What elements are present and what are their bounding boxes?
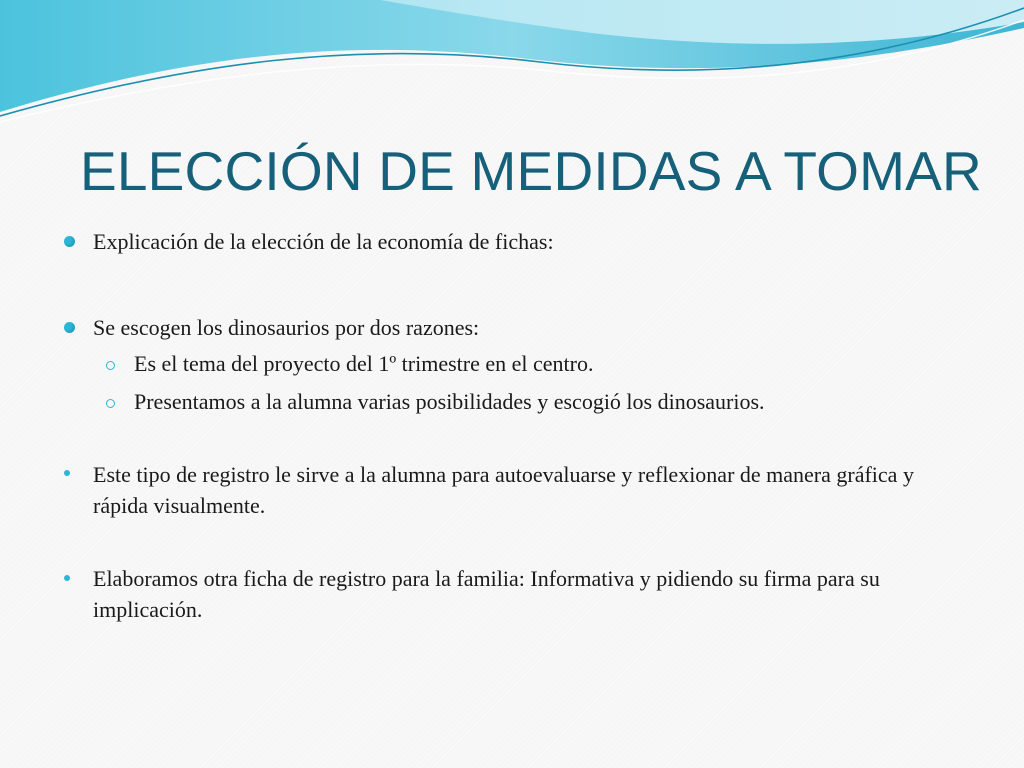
bullet-icon — [64, 575, 70, 581]
bullet-item-4: Elaboramos otra ficha de registro para la familia: Informativa y pidiendo su firma para su implicación. — [93, 566, 880, 622]
sub-bullet-icon — [106, 399, 115, 408]
sub-bullet-icon — [106, 361, 115, 370]
sub-item-1: Es el tema del proyecto del 1º trimestre en el centro. — [134, 351, 594, 376]
slide-title: ELECCIÓN DE MEDIDAS A TOMAR — [80, 140, 982, 202]
bullet-item-3: Este tipo de registro le sirve a la alumna para autoevaluarse y reflexionar de manera gráfica y rápida visualmente. — [93, 462, 914, 518]
bullet-icon — [64, 236, 75, 247]
bullet-icon — [64, 470, 70, 476]
bullet-item-1: Explicación de la elección de la economía de fichas: — [93, 229, 554, 254]
sub-item-2: Presentamos a la alumna varias posibilidades y escogió los dinosaurios. — [134, 389, 765, 414]
bullet-item-2: Se escogen los dinosaurios por dos razones: — [93, 315, 480, 340]
header-wave-decoration — [0, 0, 1024, 130]
bullet-icon — [64, 322, 75, 333]
